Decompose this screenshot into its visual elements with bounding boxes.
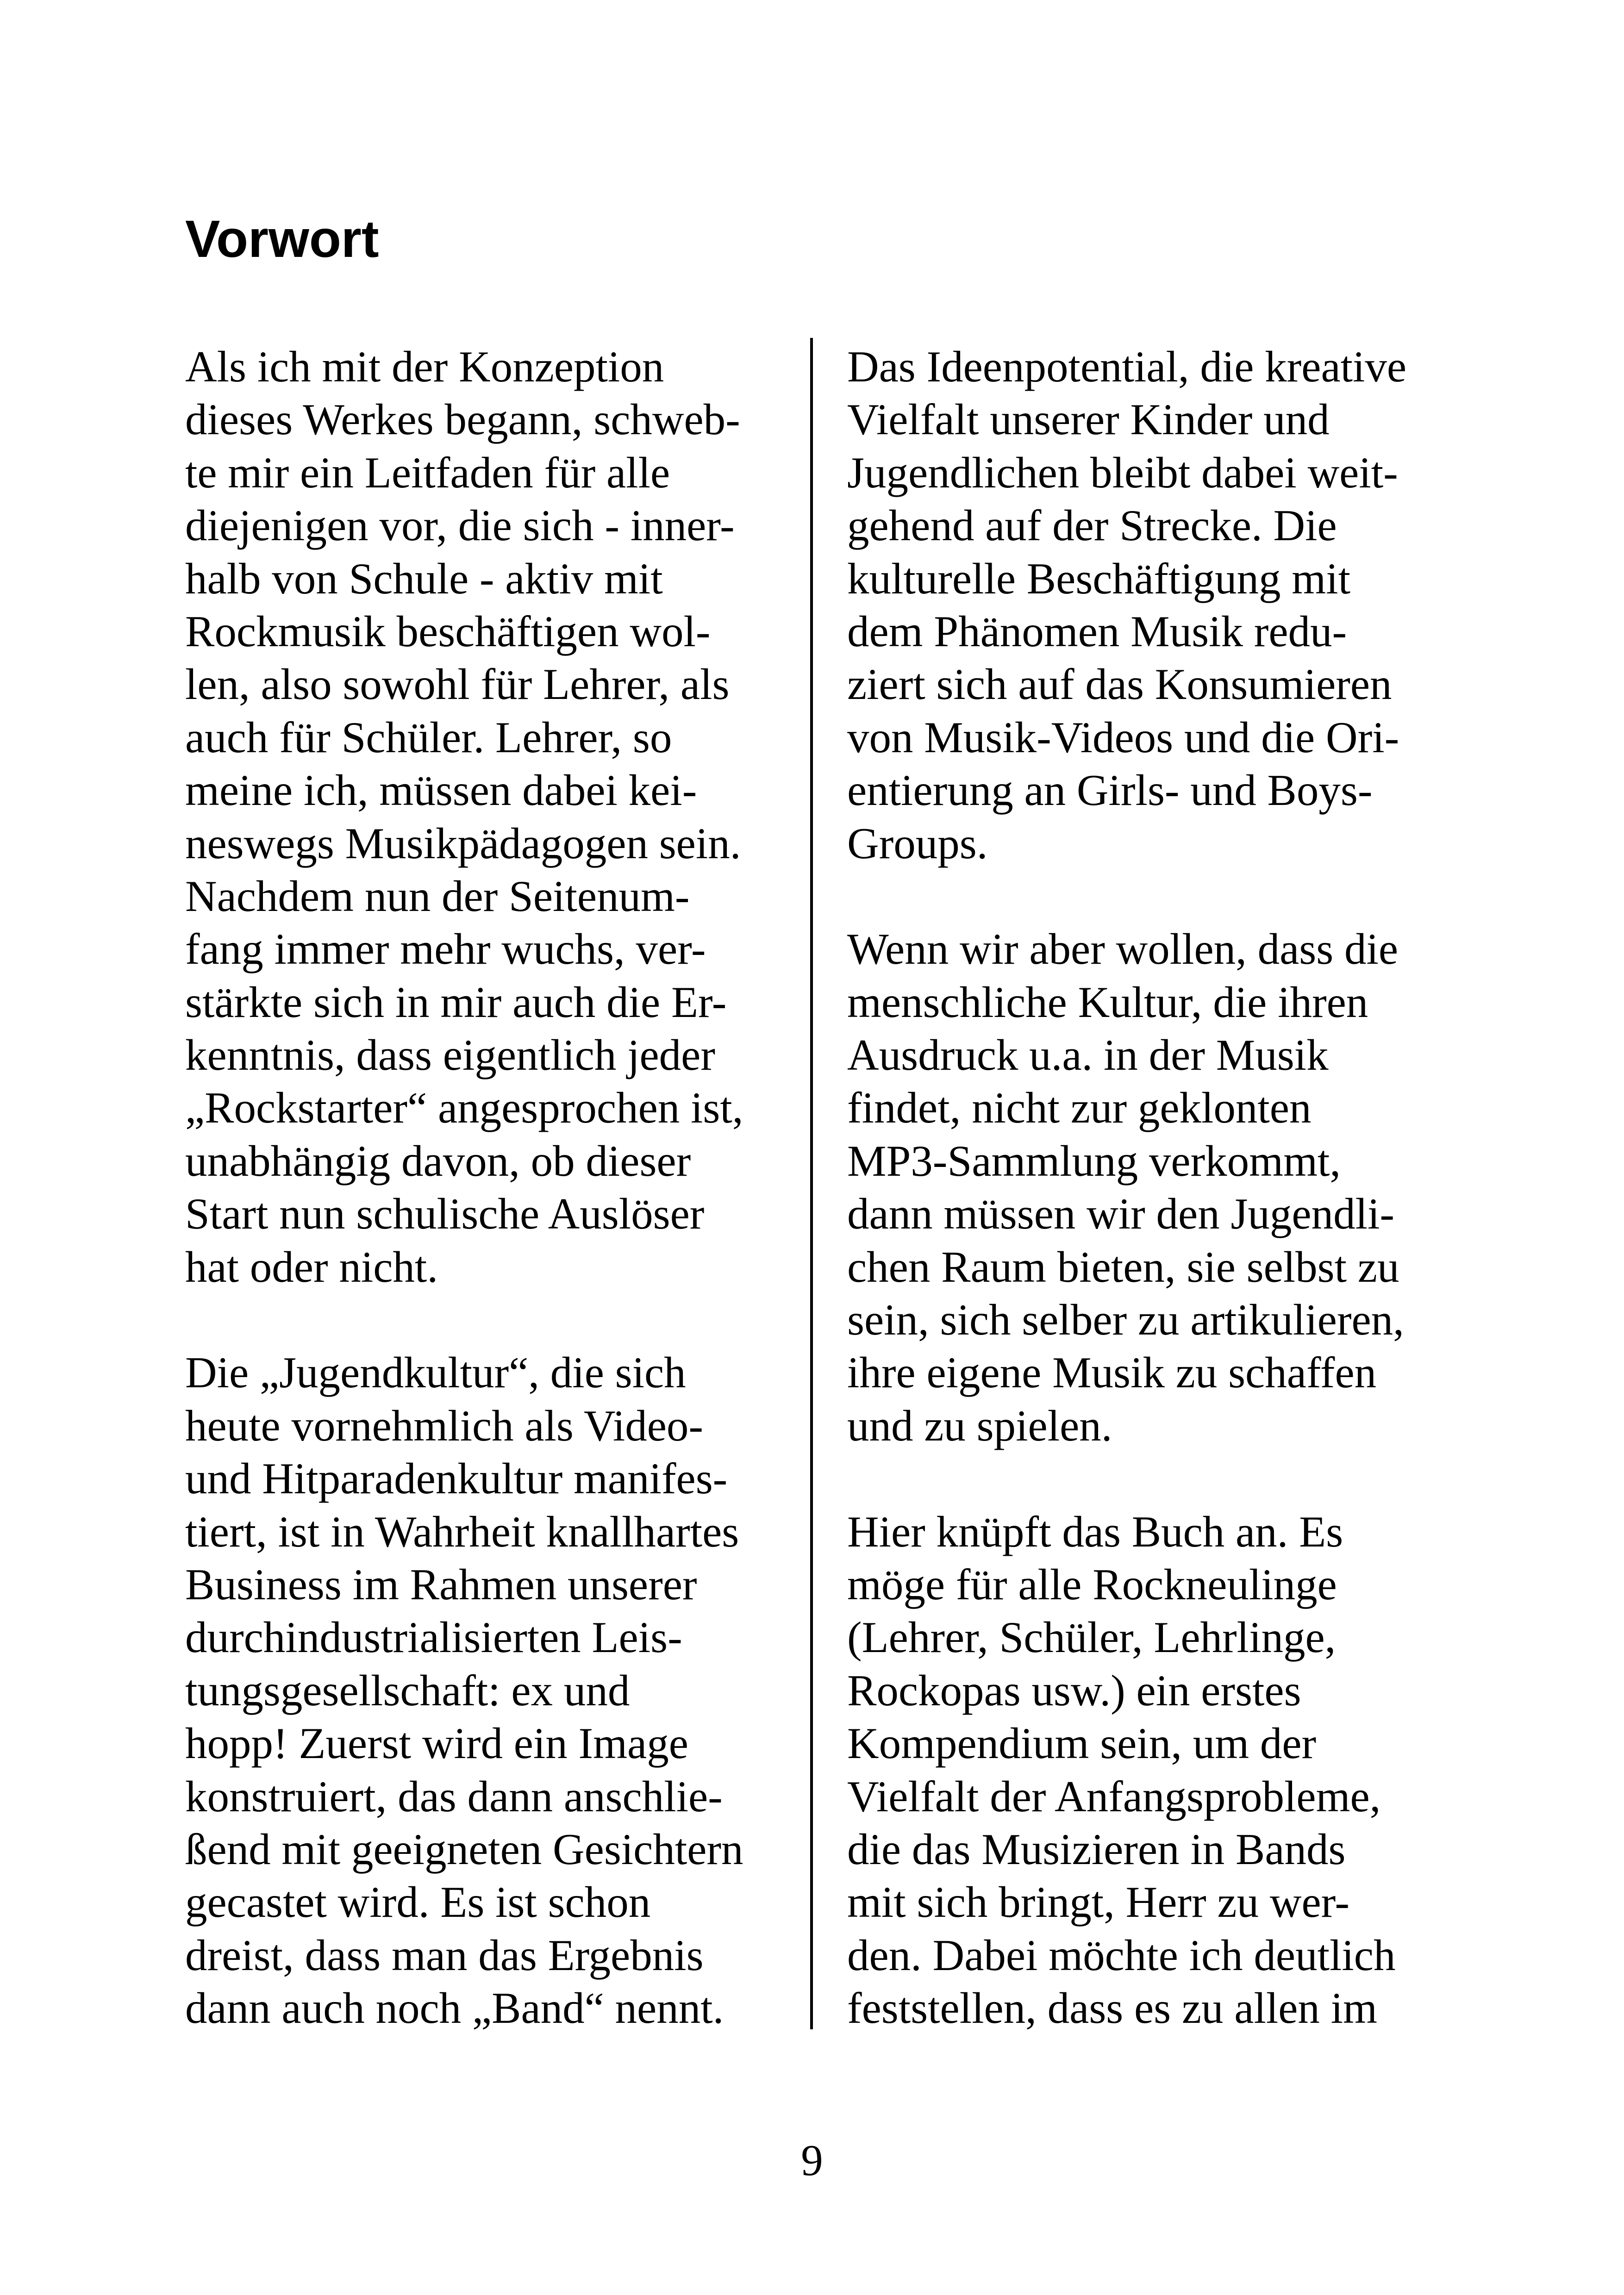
paragraph bbox=[847, 340, 1449, 870]
text-line: ßend mit geeigneten Gesichtern bbox=[185, 1824, 743, 1874]
text-line: Die „Jugendkultur“, die sich bbox=[185, 1348, 686, 1397]
paragraph-gap bbox=[847, 1452, 1449, 1505]
text-line: Rockopas usw.) ein erstes bbox=[847, 1665, 1301, 1715]
text-line: dreist, dass man das Ergebnis bbox=[185, 1930, 704, 1980]
text-line: chen Raum bieten, sie selbst zu bbox=[847, 1242, 1399, 1291]
text-line: diejenigen vor, die sich - inner- bbox=[185, 501, 735, 550]
text-line: dieses Werkes begann, schweb- bbox=[185, 395, 740, 444]
paragraph bbox=[847, 1505, 1449, 2035]
text-line: Vielfalt der Anfangsprobleme, bbox=[847, 1771, 1381, 1821]
text-line: hopp! Zuerst wird ein Image bbox=[185, 1719, 688, 1768]
text-line: tungsgesellschaft: ex und bbox=[185, 1665, 630, 1715]
right-column bbox=[847, 340, 1449, 2035]
text-line: „Rockstarter“ angesprochen ist, bbox=[185, 1083, 743, 1133]
text-line: Start nun schulische Auslöser bbox=[185, 1189, 705, 1239]
text-line: neswegs Musikpädagogen sein. bbox=[185, 818, 741, 868]
text-line: Kompendium sein, um der bbox=[847, 1719, 1317, 1768]
text-line: tiert, ist in Wahrheit knallhartes bbox=[185, 1507, 739, 1556]
text-line: stärkte sich in mir auch die Er- bbox=[185, 977, 727, 1027]
page-number: 9 bbox=[801, 2136, 823, 2185]
text-line: konstruiert, das dann anschlie- bbox=[185, 1771, 723, 1821]
text-line: durchindustrialisierten Leis- bbox=[185, 1613, 682, 1662]
text-line: unabhängig davon, ob dieser bbox=[185, 1136, 691, 1185]
paragraph bbox=[185, 340, 787, 1293]
paragraph bbox=[185, 1346, 787, 2034]
text-line: ziert sich auf das Konsumieren bbox=[847, 660, 1392, 709]
text-line: feststellen, dass es zu allen im bbox=[847, 1983, 1377, 2033]
paragraph-gap bbox=[847, 870, 1449, 923]
left-column bbox=[185, 340, 787, 2035]
text-line: dem Phänomen Musik redu- bbox=[847, 606, 1347, 656]
text-line: Rockmusik beschäftigen wol- bbox=[185, 606, 711, 656]
text-line: kulturelle Beschäftigung mit bbox=[847, 554, 1350, 603]
text-line: meine ich, müssen dabei kei- bbox=[185, 766, 697, 815]
text-line: ihre eigene Musik zu schaffen bbox=[847, 1348, 1377, 1397]
text-line: dann auch noch „Band“ nennt. bbox=[185, 1983, 724, 2033]
text-line: auch für Schüler. Lehrer, so bbox=[185, 712, 672, 762]
page-title: Vorwort bbox=[185, 210, 379, 268]
text-line: sein, sich selber zu artikulieren, bbox=[847, 1295, 1404, 1345]
text-line: entierung an Girls- und Boys- bbox=[847, 766, 1373, 815]
text-line: Business im Rahmen unserer bbox=[185, 1559, 697, 1609]
text-line: die das Musizieren in Bands bbox=[847, 1824, 1346, 1874]
text-line: fang immer mehr wuchs, ver- bbox=[185, 924, 706, 974]
text-line: halb von Schule - aktiv mit bbox=[185, 554, 663, 603]
text-line: menschliche Kultur, die ihren bbox=[847, 977, 1368, 1027]
paragraph-gap bbox=[185, 1293, 787, 1346]
text-line: mit sich bringt, Herr zu wer- bbox=[847, 1877, 1349, 1927]
text-line: gehend auf der Strecke. Die bbox=[847, 501, 1337, 550]
text-line: te mir ein Leitfaden für alle bbox=[185, 448, 670, 497]
text-line: dann müssen wir den Jugendli- bbox=[847, 1189, 1395, 1239]
text-line: len, also sowohl für Lehrer, als bbox=[185, 660, 730, 709]
text-line: von Musik-Videos und die Ori- bbox=[847, 712, 1399, 762]
text-line: heute vornehmlich als Video- bbox=[185, 1401, 704, 1450]
text-line: (Lehrer, Schüler, Lehrlinge, bbox=[847, 1613, 1336, 1662]
text-line: Vielfalt unserer Kinder und bbox=[847, 395, 1330, 444]
text-line: Als ich mit der Konzeption bbox=[185, 342, 664, 391]
text-line: kenntnis, dass eigentlich jeder bbox=[185, 1030, 715, 1080]
text-line: gecastet wird. Es ist schon bbox=[185, 1877, 651, 1927]
text-line: Jugendlichen bleibt dabei weit- bbox=[847, 448, 1398, 497]
text-line: Wenn wir aber wollen, dass die bbox=[847, 924, 1399, 974]
column-divider bbox=[810, 338, 813, 2029]
text-line: und zu spielen. bbox=[847, 1401, 1112, 1450]
text-line: und Hitparadenkultur manifes- bbox=[185, 1454, 728, 1503]
text-line: findet, nicht zur geklonten bbox=[847, 1083, 1312, 1133]
text-line: möge für alle Rockneulinge bbox=[847, 1559, 1337, 1609]
text-line: MP3-Sammlung verkommt, bbox=[847, 1136, 1341, 1185]
text-line: Nachdem nun der Seitenum- bbox=[185, 871, 690, 921]
text-line: Ausdruck u.a. in der Musik bbox=[847, 1030, 1329, 1080]
text-line: Groups. bbox=[847, 818, 988, 868]
paragraph bbox=[847, 923, 1449, 1452]
text-line: hat oder nicht. bbox=[185, 1242, 438, 1291]
text-line: den. Dabei möchte ich deutlich bbox=[847, 1930, 1396, 1980]
text-line: Das Ideenpotential, die kreative bbox=[847, 342, 1407, 391]
text-line: Hier knüpft das Buch an. Es bbox=[847, 1507, 1343, 1556]
